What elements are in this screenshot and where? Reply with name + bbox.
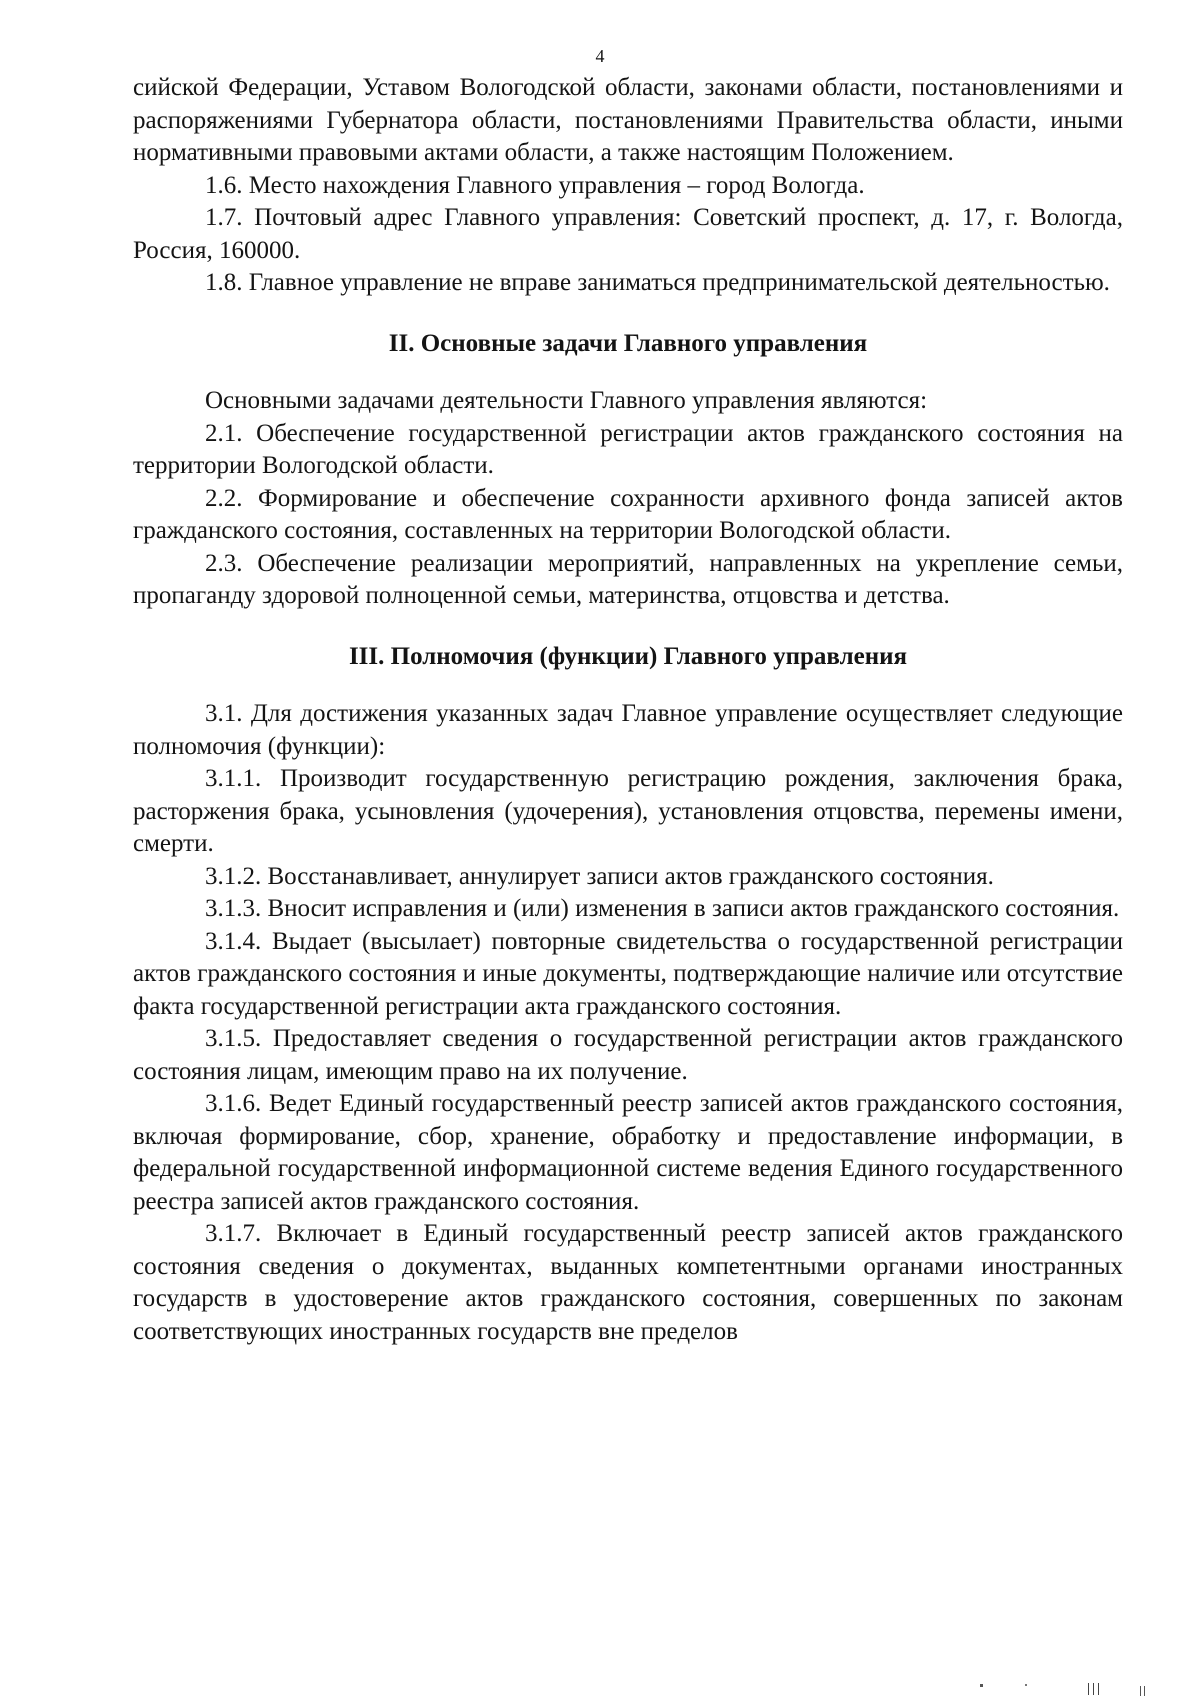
paragraph-3-1: 3.1. Для достижения указанных задач Главное управление осуществляет следующие полномочия (функции): (133, 700, 1123, 760)
spacer (133, 613, 1123, 641)
paragraph-3-1-4: 3.1.4. Выдает (высылает) повторные свидетельства о государственной регистрации актов гражданского состояния и иные документы, подтверждающие наличие или отсутствие факта государственной регистрации акта гражданского состояния. (133, 927, 1123, 1020)
page-number: 4 (595, 46, 605, 66)
section-2-intro: Основными задачами деятельности Главного управления являются: (205, 387, 928, 414)
paragraph-1-8: 1.8. Главное управление не вправе заниматься предпринимательской деятельностью. (205, 269, 1110, 296)
paragraph-3-1-1: 3.1.1. Производит государственную регистрацию рождения, заключения брака, расторжения брака, усыновления (удочерения), установления отцовства, перемены имени, смерти. (133, 765, 1123, 857)
paragraph-2-3: 2.3. Обеспечение реализации мероприятий, направленных на укрепление семьи, пропаганду здоровой полноценной семьи, материнства, отцовства и детства. (133, 549, 1123, 609)
paragraph-2-2: 2.2. Формирование и обеспечение сохранности архивного фонда записей актов гражданского состояния, составленных на территории Вологодской области. (133, 484, 1123, 544)
section-2-heading: II. Основные задачи Главного управления (388, 329, 868, 357)
opening-paragraph: сийской Федерации, Уставом Вологодской области, законами области, постановлениями и распоряжениями Губернатора области, постановлениями Правительства области, иными нормативными правовыми актами области, а также настоящим Положением. (133, 74, 1123, 166)
paragraph-1-7: 1.7. Почтовый адрес Главного управления: Советский проспект, д. 17, г. Вологда, Россия, 160000. (133, 204, 1123, 264)
paragraph-3-1-6: 3.1.6. Ведет Единый государственный реестр записей актов гражданского состояния, включая формирование, сбор, хранение, обработку и предоставление информации, в федеральной государственной информационной системе ведения Единого государственного реестра записей актов гражданского состояния. (133, 1090, 1123, 1215)
paragraph-3-1-7: 3.1.7. Включает в Единый государственный реестр записей актов гражданского состояния сведения о документах, выданных компетентными органами иностранных государств в удостоверение актов гражданского состояния, совершенных по законам соответствующих иностранных государств вне пределов (133, 1220, 1123, 1345)
paragraph-1-6: 1.6. Место нахождения Главного управления – город Вологда. (205, 171, 865, 199)
spacer (133, 300, 1123, 328)
paragraph-3-1-5: 3.1.5. Предоставляет сведения о государственной регистрации актов гражданского состояния лицам, имеющим право на их получение. (133, 1025, 1123, 1085)
paragraph-2-1: 2.1. Обеспечение государственной регистрации актов гражданского состояния на территории Вологодской области. (133, 419, 1123, 479)
paragraph-3-1-2: 3.1.2. Восстанавливает, аннулирует записи актов гражданского состояния. (205, 862, 994, 890)
spacer (133, 673, 1123, 698)
scan-artifact-marks (980, 1680, 1180, 1697)
section-3-heading: III. Полномочия (функции) Главного управления (348, 642, 908, 670)
spacer (133, 360, 1123, 385)
document-body (133, 72, 1123, 1348)
paragraph-3-1-3: 3.1.3. Вносит исправления и (или) изменения в записи актов гражданского состояния. (205, 895, 1120, 922)
